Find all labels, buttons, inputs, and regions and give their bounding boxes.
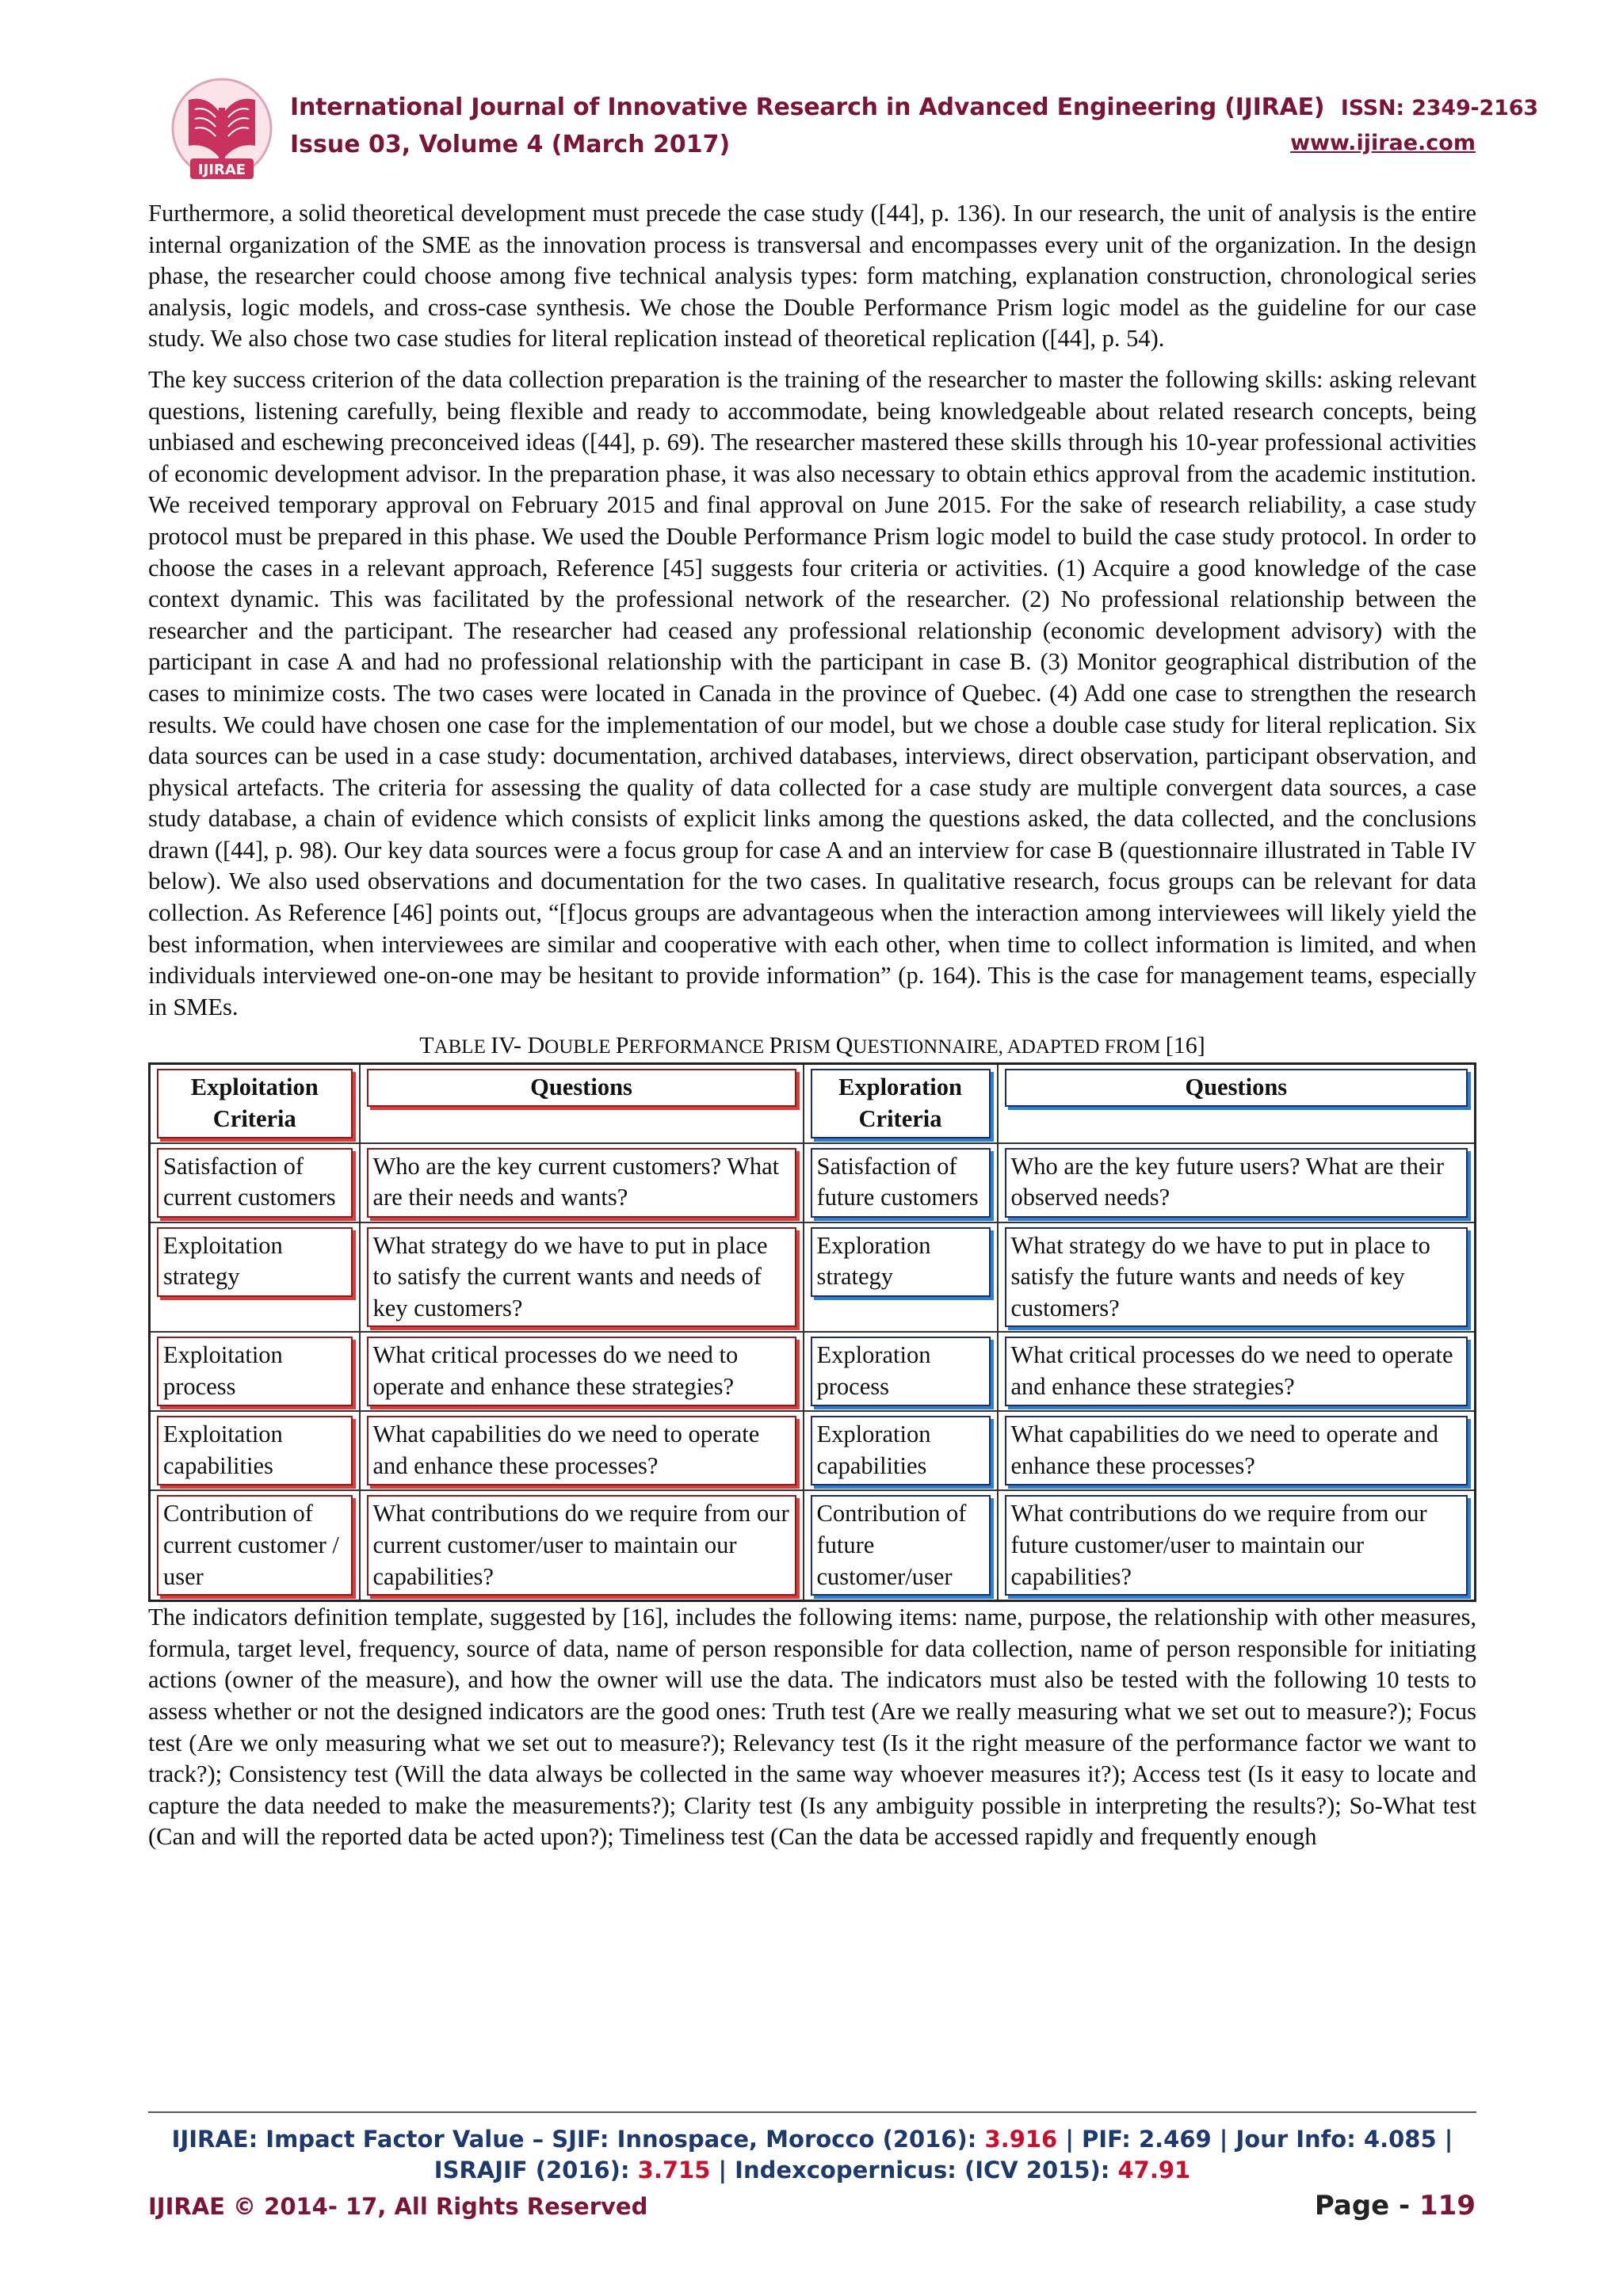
header-exploration-criteria: Exploration Criteria [811, 1069, 991, 1138]
exploitation-question: What critical processes do we need to operate and enhance these strategies? [367, 1337, 796, 1406]
exploitation-criterion: Satisfaction of current customers [157, 1148, 353, 1218]
footer-sjif-label: IJIRAE: Impact Factor Value – SJIF: Innospace, Morocco (2016): [171, 2126, 985, 2153]
footer-israjif-value: 3.715 [637, 2157, 711, 2183]
paragraph-2: The key success criterion of the data collection preparation is the training of the researcher to master the following skills: asking relevant questions, listening carefully, being flexible and ready to accommodate, being knowledgeable about related research concepts, being unbiased and eschewing preconceived ideas ([44], p. 69). The researcher mastered these skills through his 10-year professional activities of economic development advisor. In the preparation phase, it was also necessary to obtain ethics approval from the academic institution. We received temporary approval on February 2015 and final approval on June 2015. For the sake of research reliability, a case study protocol must be prepared in this phase. We used the Double Performance Prism logic model to build the case study protocol. In order to choose the cases in a relevant approach, Reference [45] suggests four criteria or activities. (1) Acquire a good knowledge of the case context dynamic. This was facilitated by the professional network of the researcher. (2) No professional relationship between the researcher and the participant. The researcher had ceased any professional relationship (economic development advisory) with the participant in case A and had no professional relationship with the participant in case B. (3) Monitor geographical distribution of the cases to minimize costs. The two cases were located in Canada in the province of Quebec. (4) Add one case to strengthen the research results. We could have chosen one case for the implementation of our model, but we chose a double case study for literal replication. Six data sources can be used in a case study: documentation, archived databases, interviews, direct observation, participant observation, and physical artefacts. The criteria for assessing the quality of data collected for a case study are multiple convergent data sources, a case study database, a chain of evidence which consists of explicit links among the questions asked, the data collected, and the conclusions drawn ([44], p. 98). Our key data sources were a focus group for case A and an interview for case B (questionnaire illustrated in Table IV below). We also used observations and documentation for the two cases. In qualitative research, focus groups can be relevant for data collection. As Reference [46] points out, “[f]ocus groups are advantageous when the interaction among interviewees will likely yield the best information, when interviewees are similar and cooperative with each other, when time to collect information is limited, and when individuals interviewed one-on-one may be hesitant to provide information” (p. 164). This is the case for management teams, especially in SMEs. [148, 365, 1476, 1020]
table-row [150, 1411, 1476, 1490]
exploration-criterion: Exploration strategy [811, 1227, 991, 1297]
copyright: IJIRAE © 2014- 17, All Rights Reserved [148, 2193, 648, 2220]
header-questions-exploitation: Questions [367, 1069, 796, 1107]
table-row [150, 1332, 1476, 1411]
footer-impact-line-2 [148, 2157, 1476, 2183]
exploitation-question: What capabilities do we need to operate and enhance these processes? [367, 1416, 796, 1486]
page-number [1315, 2190, 1476, 2222]
exploration-criterion: Satisfaction of future customers [811, 1148, 991, 1218]
journal-title: International Journal of Innovative Research in Advanced Engineering (IJIRAE) [290, 93, 1325, 121]
footer-icv-value: 47.91 [1117, 2157, 1191, 2183]
exploitation-question: What strategy do we have to put in place to satisfy the current wants and needs of key customers? [367, 1227, 796, 1328]
paragraph-1: Furthermore, a solid theoretical development must precede the case study ([44], p. 136). In our research, the unit of analysis is the entire internal organization of the SME as the innovation process is transversal and encompasses every unit of the organization. In the design phase, the researcher could choose among five technical analysis types: form matching, explanation construction, chronological series analysis, logic models, and cross-case synthesis. We chose the Double Performance Prism logic model as the guideline for our case study. We also chose two case studies for literal replication instead of theoretical replication ([44], p. 54). [148, 200, 1476, 353]
footer-impact-line-1 [148, 2126, 1476, 2153]
footer-divider [148, 2111, 1476, 2113]
page-number-value: 119 [1419, 2190, 1476, 2222]
table-header-row [150, 1064, 1476, 1143]
article-body [148, 198, 1476, 1853]
exploitation-criterion: Exploitation process [157, 1337, 353, 1406]
exploration-question: What contributions do we require from our future customer/user to maintain our capabilities? [1005, 1495, 1468, 1596]
questionnaire-table [148, 1062, 1476, 1602]
logo-text: IJIRAE [197, 162, 246, 178]
footer-icv-label: | Indexcopernicus: (ICV 2015): [710, 2157, 1118, 2183]
footer-israjif-label: ISRAJIF (2016): [433, 2157, 638, 2183]
header-exploitation-criteria: Exploitation Criteria [157, 1069, 353, 1138]
exploration-criterion: Exploration process [811, 1337, 991, 1406]
issn: ISSN: 2349-2163 [1340, 96, 1538, 120]
exploitation-criterion: Exploitation strategy [157, 1227, 353, 1297]
header-questions-exploration: Questions [1005, 1069, 1468, 1107]
page-label: Page - [1314, 2190, 1420, 2222]
exploration-criterion: Contribution of future customer/user [811, 1495, 991, 1596]
exploitation-criterion: Exploitation capabilities [157, 1416, 353, 1486]
issue-info: Issue 03, Volume 4 (March 2017) [290, 131, 731, 158]
exploitation-question: Who are the key current customers? What are their needs and wants? [367, 1148, 796, 1218]
table-row [150, 1222, 1476, 1333]
footer-sjif-value: 3.916 [984, 2126, 1058, 2153]
table-caption: TABLE IV- DOUBLE PERFORMANCE PRISM QUESTIONNAIRE, ADAPTED FROM [16] [419, 1032, 1205, 1059]
exploration-question: What capabilities do we need to operate and enhance these processes? [1005, 1416, 1468, 1486]
exploitation-criterion: Contribution of current customer / user [157, 1495, 353, 1596]
exploration-criterion: Exploration capabilities [811, 1416, 991, 1486]
exploration-question: What strategy do we have to put in place to satisfy the future wants and needs of key customers? [1005, 1227, 1468, 1328]
exploration-question: What critical processes do we need to operate and enhance these strategies? [1005, 1337, 1468, 1406]
table-row [150, 1143, 1476, 1222]
journal-title-line [290, 93, 1538, 121]
exploration-question: Who are the key future users? What are their observed needs? [1005, 1148, 1468, 1218]
journal-url-link[interactable]: www.ijirae.com [1290, 131, 1476, 155]
footer-pif-info: | PIF: 2.469 | Jour Info: 4.085 | [1057, 2126, 1453, 2153]
paragraph-3: The indicators definition template, suggested by [16], includes the following items: name, purpose, the relationship with other measures, formula, target level, frequency, source of data, name of person responsible for data collection, name of person responsible for initiating actions (owner of the measure), and how the owner will use the data. The indicators must also be tested with the following 10 tests to assess whether or not the designed indicators are the good ones: Truth test (Are we really measuring what we set out to measure?); Focus test (Are we only measuring what we set out to measure?); Relevancy test (Is it the right measure of the performance factor we want to track?); Consistency test (Will the data always be collected in the same way whoever measures it?); Access test (Is it easy to locate and capture the data needed to make the measurements?); Clarity test (Is any ambiguity possible in interpreting the results?); So-What test (Can and will the reported data be acted upon?); Timeliness test (Can the data be accessed rapidly and frequently enough [148, 1604, 1476, 1851]
journal-logo [158, 73, 285, 192]
table-row [150, 1490, 1476, 1600]
exploitation-question: What contributions do we require from our current customer/user to maintain our capabilities? [367, 1495, 796, 1596]
